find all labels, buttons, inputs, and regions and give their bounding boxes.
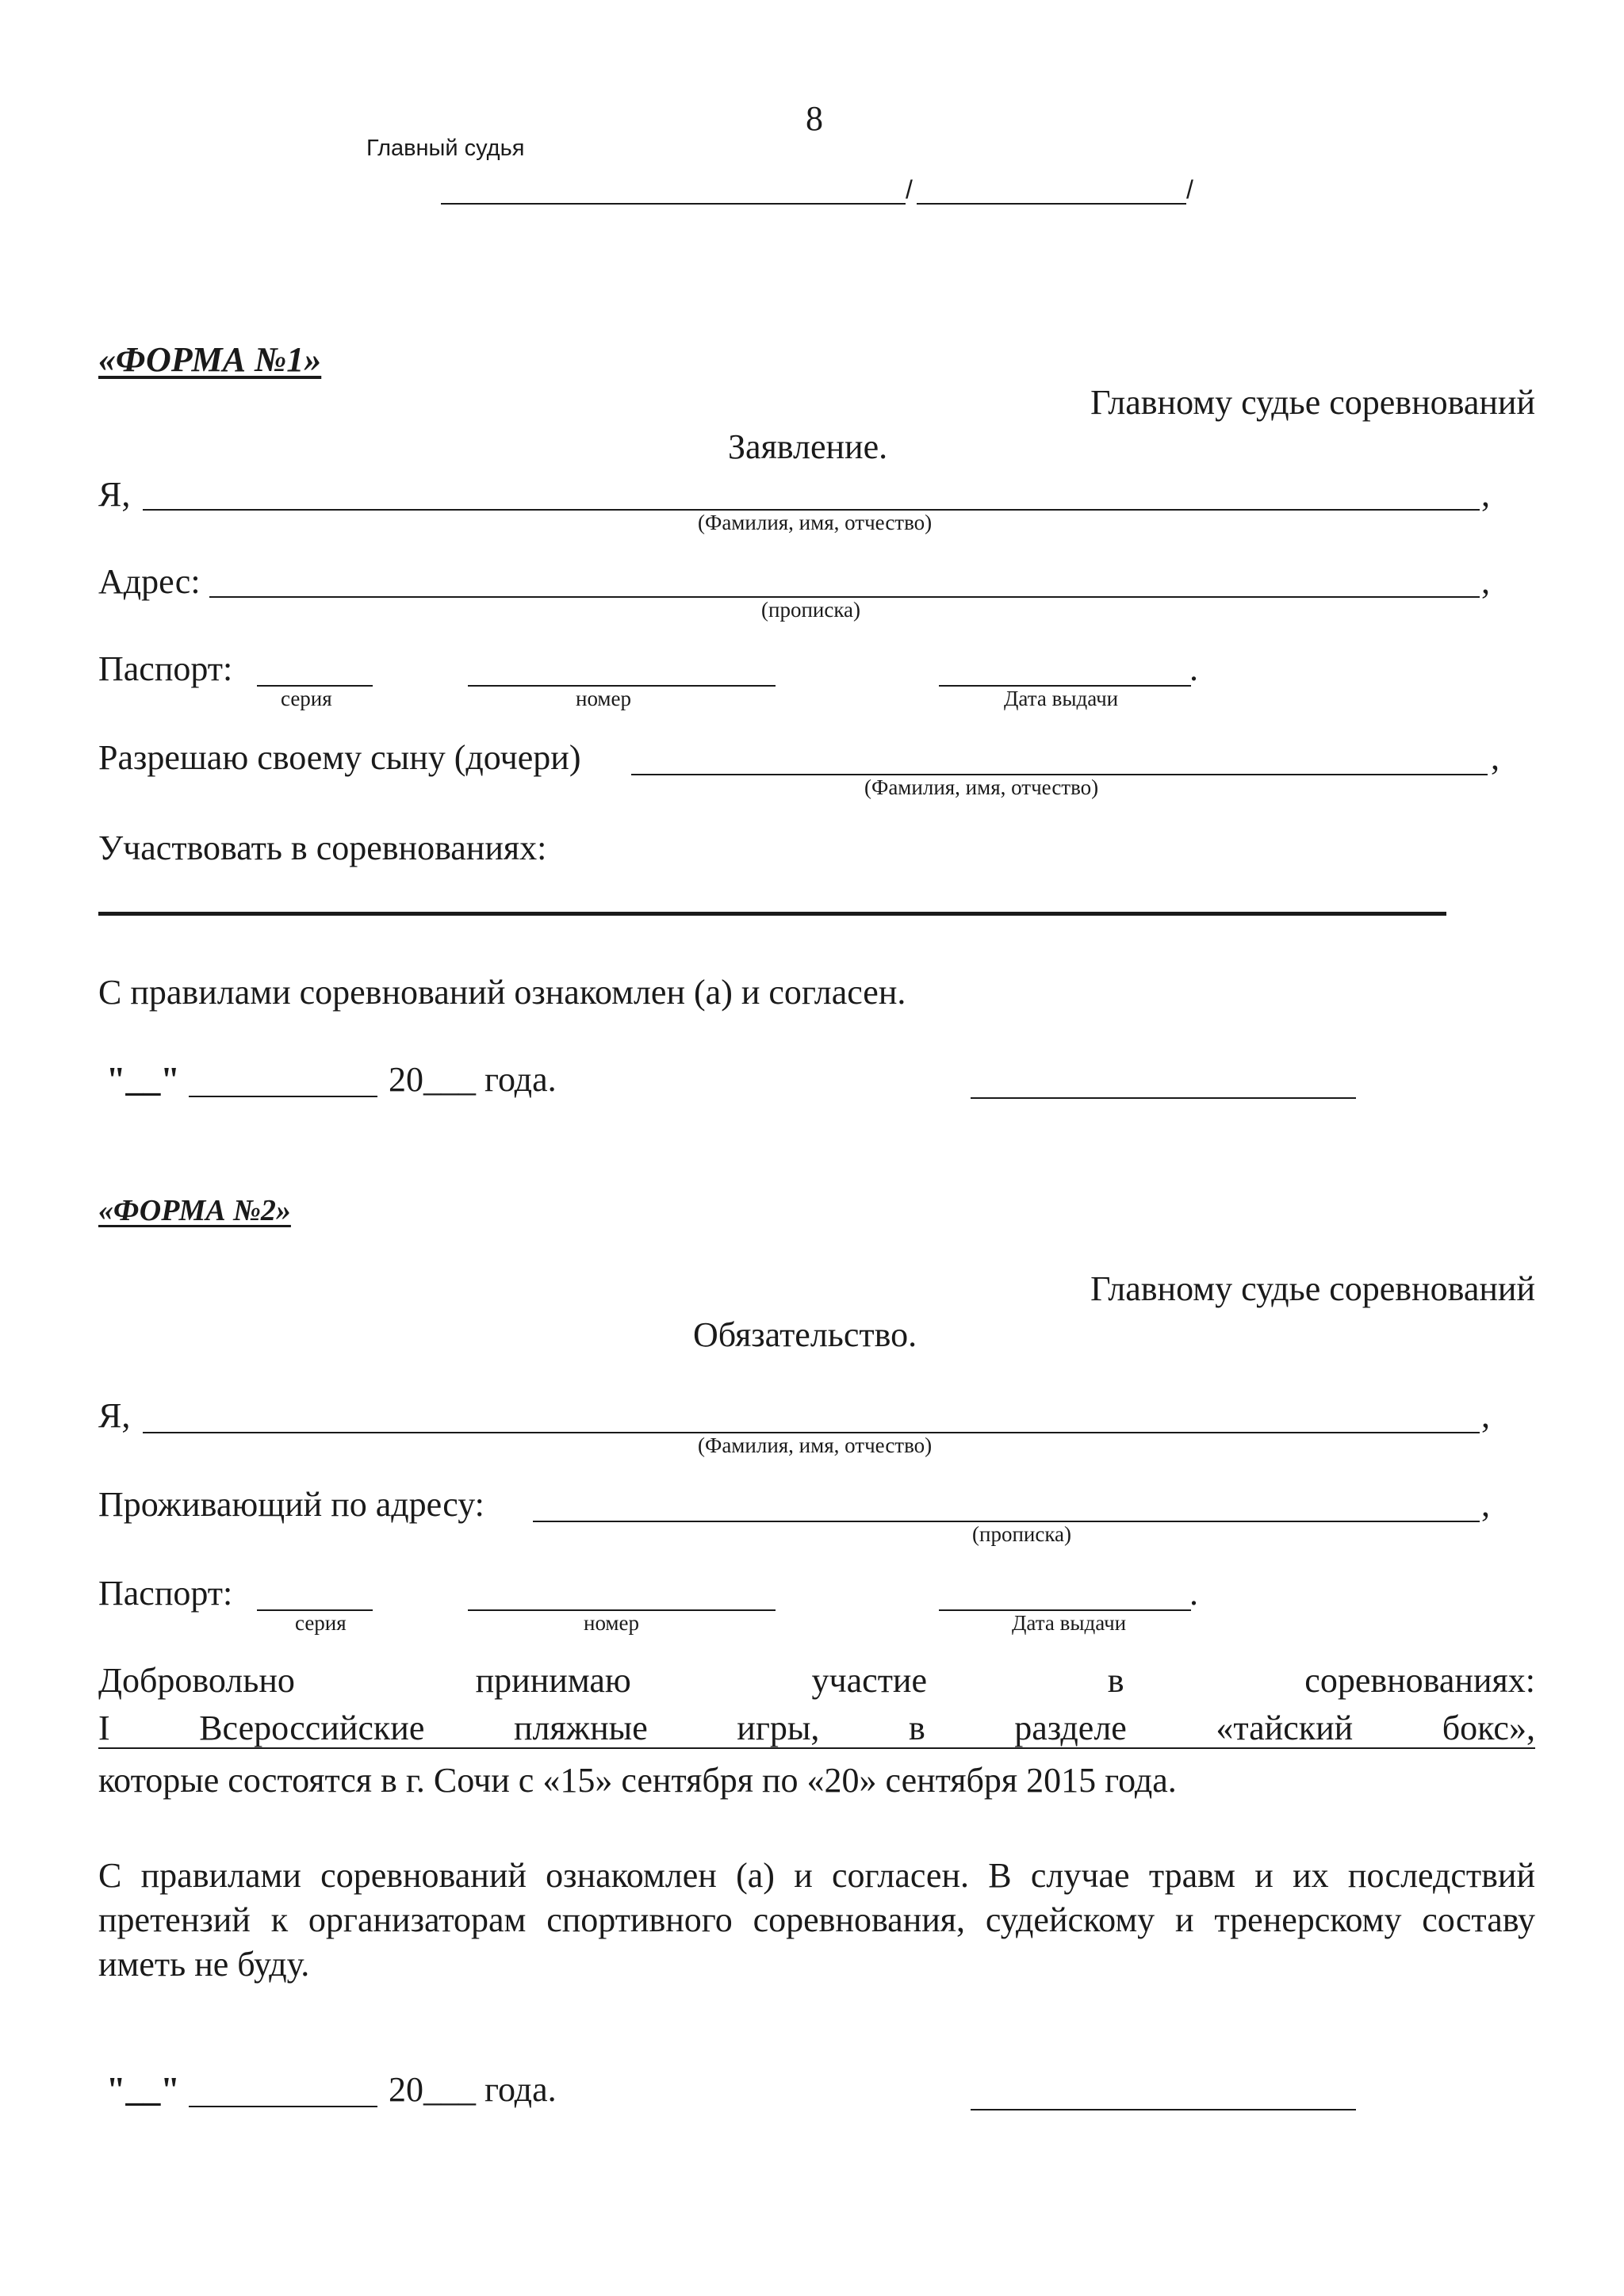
form2-date-day: "__" xyxy=(106,2070,180,2109)
form1-number-caption: номер xyxy=(576,687,632,710)
form2-i-prefix: Я, xyxy=(98,1396,131,1435)
form1-permit-text: Разрешаю своему сыну (дочери) xyxy=(98,738,581,777)
form1-child-fio-caption: (Фамилия, имя, отчество) xyxy=(864,775,1099,799)
word: в xyxy=(1107,1661,1124,1700)
word: разделе xyxy=(1014,1709,1127,1747)
form1-competition-line[interactable] xyxy=(98,912,1446,916)
form1-title: «ФОРМА №1» xyxy=(98,340,322,379)
form1-series-caption: серия xyxy=(281,687,332,710)
form1-address-caption: (прописка) xyxy=(761,598,861,622)
form1-issue-date-caption: Дата выдачи xyxy=(1004,687,1119,710)
word: участие xyxy=(811,1661,928,1700)
form2-address-caption: (прописка) xyxy=(972,1522,1072,1546)
word: в xyxy=(908,1709,925,1747)
form1-participate-text: Участвовать в соревнованиях: xyxy=(98,828,547,867)
form1-signature-line[interactable] xyxy=(971,1097,1356,1099)
form2-date-month-line[interactable] xyxy=(189,2106,377,2107)
form2-event-dates-text: которые состоятся в г. Сочи с «15» сентября по «20» сентября 2015 года. xyxy=(98,1761,1177,1800)
period: . xyxy=(1189,649,1198,688)
comma: , xyxy=(1481,562,1490,601)
form2-title: «ФОРМА №2» xyxy=(98,1194,291,1227)
chief-judge-label: Главный судья xyxy=(366,136,525,161)
form1-i-prefix: Я, xyxy=(98,475,131,514)
form1-addressee: Главному судье соревнований xyxy=(1090,383,1535,422)
form2-event-line xyxy=(98,1709,1535,1749)
form1-date-year: 20___ года. xyxy=(389,1060,557,1099)
form1-rules-text: С правилами соревнований ознакомлен (а) и согласен. xyxy=(98,973,906,1012)
form1-address-label: Адрес: xyxy=(98,562,201,601)
form2-fio-caption: (Фамилия, имя, отчество) xyxy=(698,1433,933,1457)
word: игры, xyxy=(737,1709,820,1747)
word: бокс», xyxy=(1442,1709,1535,1747)
chief-judge-name-line[interactable] xyxy=(917,203,1186,205)
form1-doc-title: Заявление. xyxy=(728,427,888,466)
word: Всероссийские xyxy=(199,1709,425,1747)
form1-date-day: "__" xyxy=(106,1060,180,1099)
comma: , xyxy=(1481,1485,1490,1524)
word: I xyxy=(98,1709,110,1747)
word: «тайский xyxy=(1216,1709,1354,1747)
signature-slash: / xyxy=(906,175,913,204)
period: . xyxy=(1189,1574,1198,1613)
form2-residing-label: Проживающий по адресу: xyxy=(98,1485,485,1524)
form2-series-caption: серия xyxy=(295,1611,347,1635)
word: Добровольно xyxy=(98,1661,295,1700)
page-number: 8 xyxy=(806,99,823,138)
form1-date-month-line[interactable] xyxy=(189,1096,377,1097)
form2-addressee: Главному судье соревнований xyxy=(1090,1269,1535,1308)
word: соревнованиях: xyxy=(1304,1661,1535,1700)
form2-voluntary-line xyxy=(98,1660,1535,1701)
comma: , xyxy=(1481,1396,1490,1435)
chief-judge-signature-line[interactable] xyxy=(441,203,906,205)
form2-signature-line[interactable] xyxy=(971,2109,1356,2110)
word: принимаю xyxy=(475,1661,631,1700)
form2-number-caption: номер xyxy=(584,1611,640,1635)
form2-passport-label: Паспорт: xyxy=(98,1574,233,1613)
form2-doc-title: Обязательство. xyxy=(693,1315,917,1354)
form1-fio-caption: (Фамилия, имя, отчество) xyxy=(698,511,933,534)
form2-date-year: 20___ года. xyxy=(389,2070,557,2109)
form1-passport-label: Паспорт: xyxy=(98,649,233,688)
word: пляжные xyxy=(513,1709,648,1747)
form2-issue-date-caption: Дата выдачи xyxy=(1012,1611,1127,1635)
comma: , xyxy=(1491,738,1500,777)
form2-liability-text: С правилами соревнований ознакомлен (а) и согласен. В случае травм и их последствий претензий к организаторам спортивного соревнования, судейскому и тренерскому составу иметь не буду. xyxy=(98,1856,1535,1984)
signature-slash: / xyxy=(1186,175,1193,204)
comma: , xyxy=(1481,475,1490,514)
